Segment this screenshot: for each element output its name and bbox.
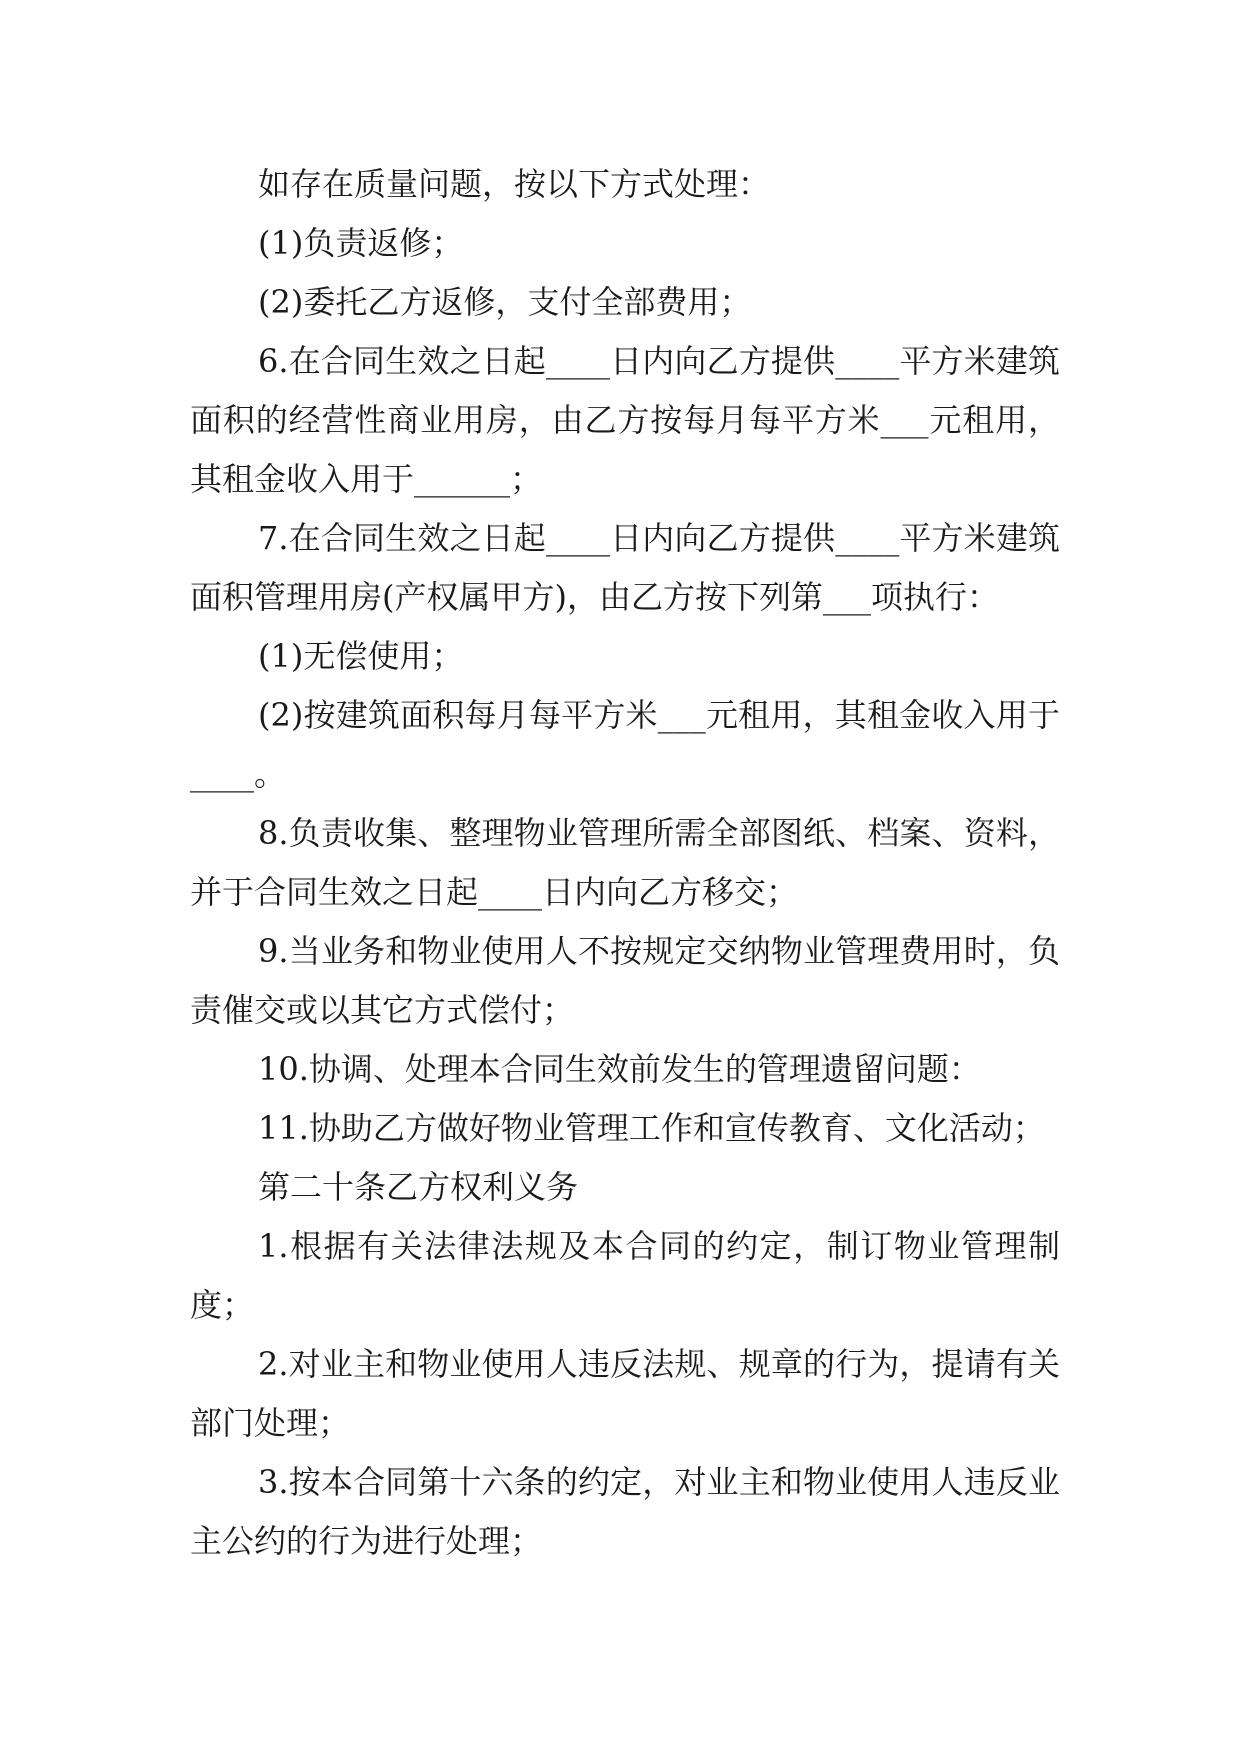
paragraph-option-2-entrust: (2)委托乙方返修，支付全部费用； bbox=[258, 283, 752, 321]
document-page bbox=[190, 155, 1060, 1571]
paragraph-item-8: 8.负责收集、整理物业管理所需全部图纸、档案、资料，并于合同生效之日起____日内向乙方移交； bbox=[190, 814, 1060, 911]
paragraph-rights-item-2: 2.对业主和物业使用人违反法规、规章的行为，提请有关部门处理； bbox=[190, 1345, 1060, 1442]
paragraph-item-11: 11.协助乙方做好物业管理工作和宣传教育、文化活动； bbox=[258, 1109, 1045, 1147]
paragraph-item-6: 6.在合同生效之日起____日内向乙方提供____平方米建筑面积的经营性商业用房，由乙方按每月每平方米___元租用，其租金收入用于______； bbox=[190, 342, 1060, 498]
paragraph-item-10: 10.协调、处理本合同生效前发生的管理遗留问题： bbox=[258, 1050, 981, 1088]
paragraph-rights-item-3: 3.按本合同第十六条的约定，对业主和物业使用人违反业主公约的行为进行处理； bbox=[190, 1463, 1060, 1560]
paragraph-item-9: 9.当业务和物业使用人不按规定交纳物业管理费用时，负责催交或以其它方式偿付； bbox=[190, 932, 1060, 1029]
paragraph-item-7-option-2: (2)按建筑面积每月每平方米___元租用，其租金收入用于____。 bbox=[190, 696, 1060, 793]
paragraph-item-7: 7.在合同生效之日起____日内向乙方提供____平方米建筑面积管理用房(产权属甲方)，由乙方按下列第___项执行： bbox=[190, 519, 1060, 616]
paragraph-quality-issue-intro: 如存在质量问题，按以下方式处理： bbox=[258, 165, 771, 203]
paragraph-option-1-repair: (1)负责返修； bbox=[258, 224, 464, 262]
paragraph-rights-item-1: 1.根据有关法律法规及本合同的约定，制订物业管理制度； bbox=[190, 1227, 1060, 1324]
article-heading-20: 第二十条乙方权利义务 bbox=[258, 1168, 579, 1206]
paragraph-item-7-option-1: (1)无偿使用； bbox=[258, 637, 464, 675]
